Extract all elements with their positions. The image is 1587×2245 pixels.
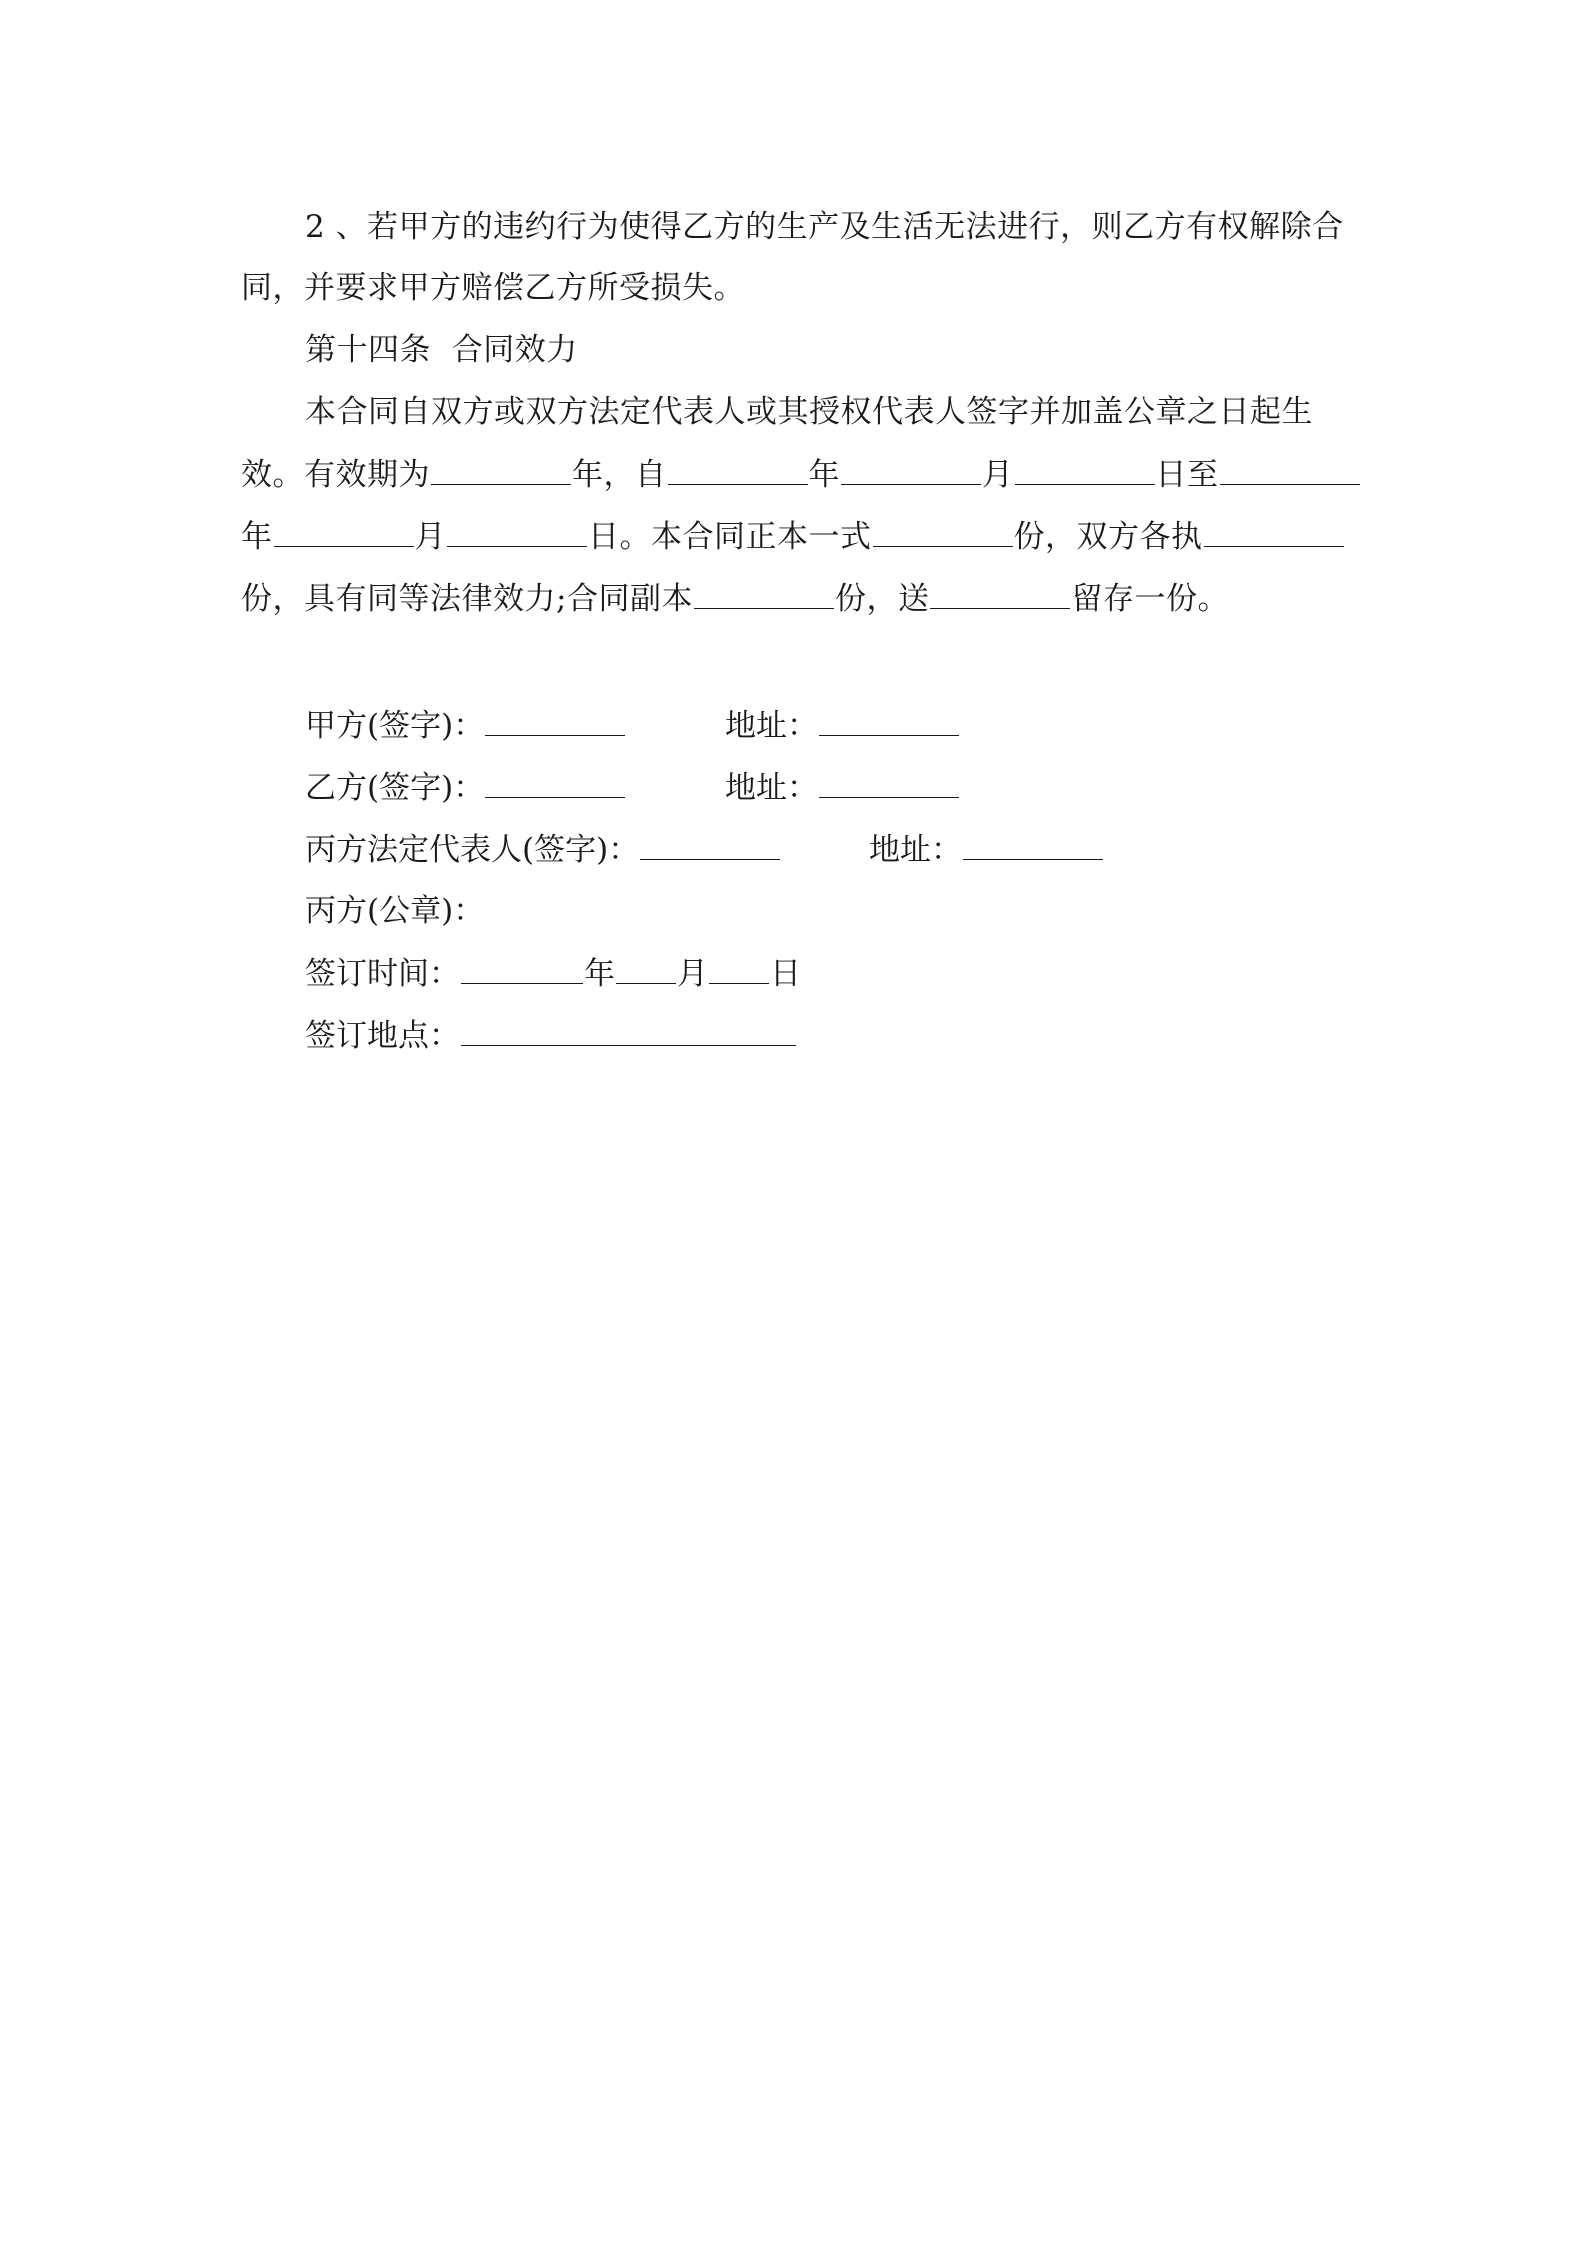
sign-place-blank[interactable] bbox=[461, 1015, 796, 1046]
blank-end-month[interactable] bbox=[274, 516, 414, 547]
sign-date-label: 签订时间： bbox=[305, 956, 460, 992]
party-a-address-label: 地址： bbox=[725, 708, 818, 744]
sign-date-row bbox=[305, 953, 801, 994]
text-originals: 日。本合同正本一式 bbox=[588, 519, 872, 555]
clause-2-line-2: 同，并要求甲方赔偿乙方所受损失。 bbox=[241, 270, 745, 306]
blank-recipient[interactable] bbox=[930, 578, 1070, 609]
blank-end-day[interactable] bbox=[447, 516, 587, 547]
party-b-address-row bbox=[725, 767, 960, 808]
party-b-sign-blank[interactable] bbox=[485, 767, 625, 798]
party-c-rep-signature-row bbox=[305, 829, 781, 870]
text-day-to: 日至 bbox=[1155, 457, 1219, 493]
party-b-sign-label: 乙方(签字)： bbox=[305, 770, 485, 806]
text-equal-effect: 份，具有同等法律效力;合同副本 bbox=[241, 581, 693, 617]
party-c-seal-row bbox=[305, 891, 484, 931]
sign-place-label: 签订地点： bbox=[305, 1018, 460, 1054]
text-year-from: 年，自 bbox=[572, 457, 667, 493]
text-year: 年 bbox=[808, 457, 840, 493]
party-b-address-blank[interactable] bbox=[819, 767, 959, 798]
party-c-rep-sign-label: 丙方法定代表人(签字)： bbox=[305, 832, 640, 868]
party-c-address-label: 地址： bbox=[869, 832, 962, 868]
blank-validity-years[interactable] bbox=[431, 454, 571, 485]
blank-start-year[interactable] bbox=[668, 454, 808, 485]
party-b-address-label: 地址： bbox=[725, 770, 818, 806]
article-14-paragraph-line-3 bbox=[241, 516, 1345, 557]
sign-date-day-blank[interactable] bbox=[709, 953, 769, 984]
text-month: 月 bbox=[414, 519, 446, 555]
sign-place-row bbox=[305, 1015, 797, 1056]
text-keep-one: 留存一份。 bbox=[1071, 581, 1229, 617]
text-validity-period: 效。有效期为 bbox=[241, 457, 430, 493]
text-year: 年 bbox=[241, 519, 273, 555]
blank-copies-per-party[interactable] bbox=[1204, 516, 1344, 547]
text-month: 月 bbox=[982, 457, 1014, 493]
clause-2-line-1: 2 、若甲方的违约行为使得乙方的生产及生活无法进行，则乙方有权解除合 bbox=[305, 209, 1344, 245]
blank-end-year[interactable] bbox=[1220, 454, 1360, 485]
party-a-signature-row bbox=[305, 705, 626, 746]
party-a-address-row bbox=[725, 705, 960, 746]
text-each-party-holds: 份，双方各执 bbox=[1013, 519, 1203, 555]
party-a-sign-label: 甲方(签字)： bbox=[305, 708, 485, 744]
sign-date-year-blank[interactable] bbox=[461, 953, 583, 984]
party-c-rep-sign-blank[interactable] bbox=[640, 829, 780, 860]
sign-date-month-blank[interactable] bbox=[616, 953, 676, 984]
sign-date-year-text: 年 bbox=[584, 956, 615, 992]
sign-date-month-text: 月 bbox=[677, 956, 708, 992]
text-send-to: 份，送 bbox=[834, 581, 930, 617]
article-14-paragraph-line-1: 本合同自双方或双方法定代表人或其授权代表人签字并加盖公章之日起生 bbox=[305, 394, 1313, 430]
party-c-seal-label: 丙方(公章)： bbox=[305, 893, 485, 929]
article-14-paragraph-line-4 bbox=[241, 578, 1229, 619]
blank-start-month[interactable] bbox=[841, 454, 981, 485]
sign-date-day-text: 日 bbox=[770, 956, 801, 992]
party-a-sign-blank[interactable] bbox=[485, 705, 625, 736]
blank-start-day[interactable] bbox=[1015, 454, 1155, 485]
party-c-address-blank[interactable] bbox=[963, 829, 1103, 860]
party-c-address-row bbox=[869, 829, 1104, 870]
article-14-heading: 第十四条 合同效力 bbox=[305, 332, 578, 368]
blank-original-copies[interactable] bbox=[873, 516, 1013, 547]
blank-duplicate-copies[interactable] bbox=[694, 578, 834, 609]
party-b-signature-row bbox=[305, 767, 626, 808]
party-a-address-blank[interactable] bbox=[819, 705, 959, 736]
article-14-paragraph-line-2 bbox=[241, 454, 1361, 495]
